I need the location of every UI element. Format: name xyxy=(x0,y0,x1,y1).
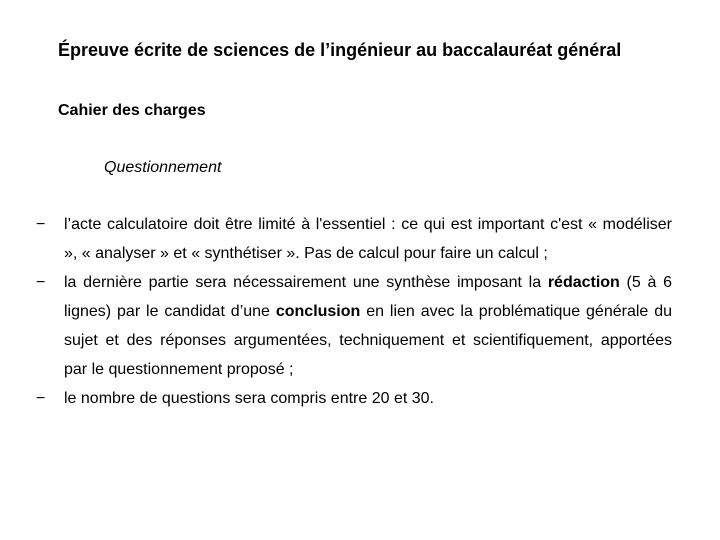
text-segment: la dernière partie sera nécessairement une synthèse imposant la xyxy=(64,274,548,291)
text-segment: (5 à 6 lignes) par le candidat d’une xyxy=(64,274,673,320)
list-item xyxy=(36,384,672,413)
document-title: Épreuve écrite de sciences de l’ingénieur au baccalauréat général xyxy=(58,40,622,60)
bullet-dash: − xyxy=(36,390,46,407)
list-item xyxy=(36,268,672,384)
list-item-text: l’acte calculatoire doit être limité à l'essentiel : ce qui est important c'est « modéliser », « analyser » et « synthétiser ». Pas de calcul pour faire un calcul ; xyxy=(64,216,672,262)
list-item-text: le nombre de questions sera compris entre 20 et 30. xyxy=(64,390,434,407)
emphasis-redaction: rédaction xyxy=(547,274,620,291)
emphasis-conclusion: conclusion xyxy=(275,303,361,320)
text-segment: en lien avec la problématique générale du sujet et des réponses argumentées, techniquement et scientifiquement, apportées par le questionnement proposé ; xyxy=(64,303,672,378)
list-item xyxy=(36,210,672,268)
document-subtitle: Cahier des charges xyxy=(58,102,206,119)
bullet-dash: − xyxy=(36,216,46,233)
section-heading: Questionnement xyxy=(104,159,222,176)
requirements-list xyxy=(36,210,672,413)
list-item-text xyxy=(64,268,672,384)
bullet-dash: − xyxy=(36,274,46,291)
